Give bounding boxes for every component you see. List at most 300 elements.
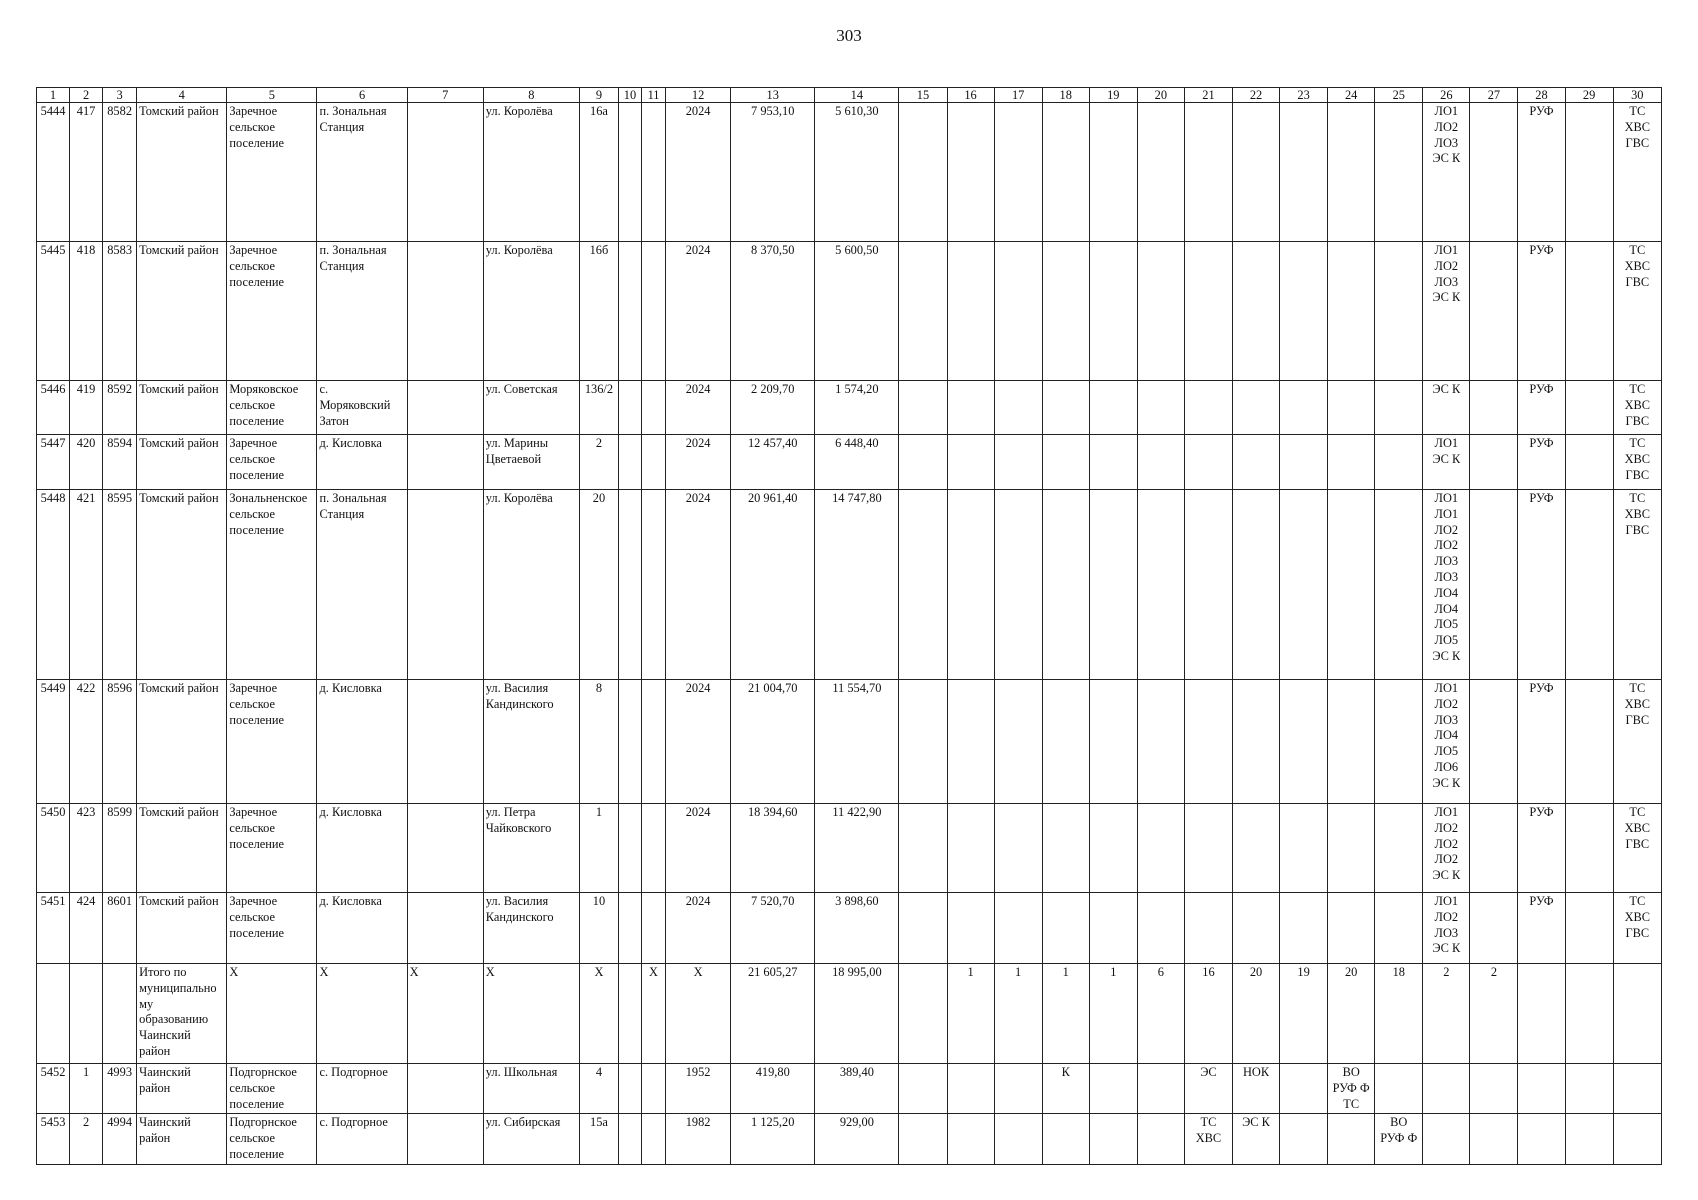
column-header: 3 — [103, 88, 137, 103]
table-cell — [1375, 1064, 1423, 1114]
table-cell: 15а — [579, 1114, 618, 1164]
table-cell: Томский район — [137, 893, 227, 964]
table-cell: 8599 — [103, 804, 137, 893]
table-cell: Чаинский район — [137, 1064, 227, 1114]
table-cell — [1280, 680, 1328, 804]
table-cell: 419 — [70, 381, 103, 435]
column-header: 29 — [1565, 88, 1613, 103]
table-cell — [1042, 490, 1089, 680]
table-cell: Зональненское сельское поселение — [227, 490, 317, 680]
table-cell: 1 574,20 — [815, 381, 899, 435]
column-header: 5 — [227, 88, 317, 103]
column-header: 20 — [1137, 88, 1184, 103]
table-cell: 11 422,90 — [815, 804, 899, 893]
table-cell: ул. Петра Чайковского — [483, 804, 579, 893]
table-cell — [1232, 893, 1279, 964]
table-cell — [1565, 680, 1613, 804]
table-row — [37, 1064, 1662, 1114]
table-cell — [618, 1114, 641, 1164]
table-cell: ул. Василия Кандинского — [483, 680, 579, 804]
column-header: 15 — [899, 88, 947, 103]
column-header: 1 — [37, 88, 70, 103]
table-cell: д. Кисловка — [317, 893, 407, 964]
table-cell — [642, 490, 666, 680]
table-cell: ул. Королёва — [483, 490, 579, 680]
table-cell: 8596 — [103, 680, 137, 804]
table-cell — [1042, 381, 1089, 435]
table-cell — [642, 1114, 666, 1164]
table-cell — [1423, 1064, 1470, 1114]
table-cell — [1470, 1064, 1518, 1114]
table-cell: 20 961,40 — [731, 490, 815, 680]
table-cell: 5448 — [37, 490, 70, 680]
table-row — [37, 680, 1662, 804]
table-cell — [618, 1064, 641, 1114]
table-cell — [1518, 1114, 1565, 1164]
table-cell — [618, 103, 641, 242]
column-header: 11 — [642, 88, 666, 103]
table-cell — [1470, 435, 1518, 490]
table-cell — [618, 381, 641, 435]
table-cell — [642, 1064, 666, 1114]
table-cell: 21 004,70 — [731, 680, 815, 804]
table-cell: 1 — [70, 1064, 103, 1114]
table-cell: 19 — [1280, 964, 1328, 1064]
table-cell — [1042, 435, 1089, 490]
table-cell — [1613, 964, 1661, 1064]
table-cell — [1232, 242, 1279, 381]
column-header: 28 — [1518, 88, 1565, 103]
table-cell — [618, 893, 641, 964]
table-cell — [1328, 680, 1375, 804]
table-cell — [1470, 804, 1518, 893]
table-cell: 389,40 — [815, 1064, 899, 1114]
table-cell — [1137, 804, 1184, 893]
column-header: 19 — [1089, 88, 1137, 103]
table-cell: 4994 — [103, 1114, 137, 1164]
column-header: 9 — [579, 88, 618, 103]
table-cell: 5451 — [37, 893, 70, 964]
table-cell: 6 — [1137, 964, 1184, 1064]
table-cell — [1375, 242, 1423, 381]
table-cell: 18 394,60 — [731, 804, 815, 893]
column-header: 7 — [407, 88, 483, 103]
table-row — [37, 103, 1662, 242]
table-cell — [1042, 893, 1089, 964]
table-cell — [642, 680, 666, 804]
table-cell: с. Моряковский Затон — [317, 381, 407, 435]
table-cell: 5 600,50 — [815, 242, 899, 381]
table-cell — [407, 1064, 483, 1114]
table-cell: X — [407, 964, 483, 1064]
table-cell: ул. Королёва — [483, 242, 579, 381]
table-cell: 8583 — [103, 242, 137, 381]
column-header: 30 — [1613, 88, 1661, 103]
table-cell: 5444 — [37, 103, 70, 242]
table-cell: 5 610,30 — [815, 103, 899, 242]
table-cell — [642, 242, 666, 381]
table-cell — [1613, 1114, 1661, 1164]
table-cell — [947, 893, 994, 964]
table-cell: Томский район — [137, 381, 227, 435]
table-cell: ТС ХВС ГВС — [1613, 804, 1661, 893]
table-cell — [407, 680, 483, 804]
table-cell: 1 — [947, 964, 994, 1064]
table-row — [37, 804, 1662, 893]
table-cell — [1423, 1114, 1470, 1164]
table-cell: 1 125,20 — [731, 1114, 815, 1164]
table-cell: 2024 — [666, 103, 731, 242]
table-cell — [407, 242, 483, 381]
table-cell: ВО РУФ Ф — [1375, 1114, 1423, 1164]
table-cell — [1042, 103, 1089, 242]
table-cell: 418 — [70, 242, 103, 381]
table-cell: 5453 — [37, 1114, 70, 1164]
table-cell — [947, 435, 994, 490]
table-cell: 421 — [70, 490, 103, 680]
column-header: 16 — [947, 88, 994, 103]
column-header: 26 — [1423, 88, 1470, 103]
table-cell: X — [227, 964, 317, 1064]
table-cell: ТС ХВС ГВС — [1613, 893, 1661, 964]
table-cell — [994, 680, 1042, 804]
table-cell — [1375, 893, 1423, 964]
table-cell — [1565, 435, 1613, 490]
table-cell — [1328, 804, 1375, 893]
table-cell: X — [579, 964, 618, 1064]
table-cell: п. Зональная Станция — [317, 242, 407, 381]
table-cell — [1518, 964, 1565, 1064]
table-row — [37, 893, 1662, 964]
table-cell — [618, 435, 641, 490]
table-cell — [947, 490, 994, 680]
table-cell: 5447 — [37, 435, 70, 490]
table-cell — [947, 1114, 994, 1164]
table-cell: ТС ХВС ГВС — [1613, 435, 1661, 490]
table-cell — [1184, 490, 1232, 680]
table-cell — [1184, 680, 1232, 804]
table-cell — [1042, 680, 1089, 804]
column-header: 22 — [1232, 88, 1279, 103]
table-cell — [1232, 381, 1279, 435]
table-cell — [994, 242, 1042, 381]
table-cell: 423 — [70, 804, 103, 893]
table-cell — [1328, 242, 1375, 381]
table-cell — [1232, 680, 1279, 804]
table-cell — [1375, 490, 1423, 680]
table-cell — [1328, 381, 1375, 435]
table-cell: Томский район — [137, 804, 227, 893]
table-cell: ул. Советская — [483, 381, 579, 435]
table-cell — [1137, 103, 1184, 242]
table-cell: 16а — [579, 103, 618, 242]
table-cell — [1184, 804, 1232, 893]
table-cell: ЭС К — [1232, 1114, 1279, 1164]
table-cell — [1375, 680, 1423, 804]
table-cell: Заречное сельское поселение — [227, 103, 317, 242]
table-cell — [1565, 381, 1613, 435]
table-row — [37, 381, 1662, 435]
table-cell — [899, 804, 947, 893]
table-row — [37, 435, 1662, 490]
table-cell: 5450 — [37, 804, 70, 893]
table-cell — [1280, 804, 1328, 893]
table-cell — [1328, 490, 1375, 680]
table-cell — [1184, 893, 1232, 964]
table-cell: 2 — [1423, 964, 1470, 1064]
column-header: 8 — [483, 88, 579, 103]
table-cell — [994, 103, 1042, 242]
table-cell — [1232, 804, 1279, 893]
table-cell — [1137, 490, 1184, 680]
table-cell: 424 — [70, 893, 103, 964]
table-cell: Заречное сельское поселение — [227, 242, 317, 381]
table-cell — [1089, 381, 1137, 435]
table-cell: Заречное сельское поселение — [227, 680, 317, 804]
table-cell — [1565, 1114, 1613, 1164]
table-cell — [1137, 893, 1184, 964]
table-cell: 8601 — [103, 893, 137, 964]
table-cell — [1280, 490, 1328, 680]
table-cell — [947, 1064, 994, 1114]
table-cell: 8 — [579, 680, 618, 804]
table-cell — [407, 490, 483, 680]
table-cell — [103, 964, 137, 1064]
table-cell: X — [666, 964, 731, 1064]
table-cell: 1982 — [666, 1114, 731, 1164]
table-cell — [994, 1114, 1042, 1164]
table-cell — [1280, 381, 1328, 435]
column-header: 2 — [70, 88, 103, 103]
table-cell: Заречное сельское поселение — [227, 893, 317, 964]
table-cell: ЛО1 ЛО2 ЛО3 ЭС К — [1423, 893, 1470, 964]
column-header: 27 — [1470, 88, 1518, 103]
table-cell: РУФ — [1518, 381, 1565, 435]
table-cell: ТС ХВС ГВС — [1613, 242, 1661, 381]
table-cell: X — [317, 964, 407, 1064]
table-cell: 18 — [1375, 964, 1423, 1064]
table-cell: 8 370,50 — [731, 242, 815, 381]
table-cell: НОК — [1232, 1064, 1279, 1114]
table-cell — [1137, 435, 1184, 490]
table-cell: п. Зональная Станция — [317, 490, 407, 680]
table-cell: 6 448,40 — [815, 435, 899, 490]
table-cell: 16б — [579, 242, 618, 381]
table-cell — [899, 964, 947, 1064]
table-cell — [1518, 1064, 1565, 1114]
table-cell: ТС ХВС ГВС — [1613, 381, 1661, 435]
column-header: 14 — [815, 88, 899, 103]
table-cell: ЛО1 ЭС К — [1423, 435, 1470, 490]
table-cell — [1089, 893, 1137, 964]
column-header: 21 — [1184, 88, 1232, 103]
table-cell: 7 953,10 — [731, 103, 815, 242]
table-cell — [642, 804, 666, 893]
table-cell — [1565, 490, 1613, 680]
page-number: 303 — [836, 26, 862, 45]
register-table — [36, 87, 1662, 1165]
table-cell: ЭС — [1184, 1064, 1232, 1114]
table-cell — [947, 381, 994, 435]
table-cell — [1137, 1064, 1184, 1114]
table-cell — [1232, 435, 1279, 490]
table-cell: ТС ХВС ГВС — [1613, 680, 1661, 804]
table-cell — [1184, 103, 1232, 242]
table-cell — [1184, 435, 1232, 490]
table-cell: 2024 — [666, 804, 731, 893]
table-cell — [994, 1064, 1042, 1114]
table-cell: 5445 — [37, 242, 70, 381]
table-cell — [994, 381, 1042, 435]
table-cell: ул. Школьная — [483, 1064, 579, 1114]
table-cell: 1 — [1089, 964, 1137, 1064]
table-cell: ЭС К — [1423, 381, 1470, 435]
table-cell: 1 — [994, 964, 1042, 1064]
table-cell — [1328, 435, 1375, 490]
table-cell: 417 — [70, 103, 103, 242]
table-cell: ул. Марины Цветаевой — [483, 435, 579, 490]
header-row — [37, 88, 1662, 103]
table-cell — [407, 1114, 483, 1164]
table-cell — [994, 893, 1042, 964]
table-cell — [1280, 1064, 1328, 1114]
table-cell: Томский район — [137, 103, 227, 242]
column-header: 24 — [1328, 88, 1375, 103]
table-cell — [1089, 1064, 1137, 1114]
table-cell — [618, 804, 641, 893]
table-cell: ЛО1 ЛО2 ЛО3 ЛО4 ЛО5 ЛО6 ЭС К — [1423, 680, 1470, 804]
table-cell — [1328, 1114, 1375, 1164]
table-cell — [1184, 381, 1232, 435]
table-cell: 2024 — [666, 242, 731, 381]
table-cell: с. Подгорное — [317, 1114, 407, 1164]
table-cell: 2 — [579, 435, 618, 490]
table-cell: 5446 — [37, 381, 70, 435]
table-cell — [1565, 804, 1613, 893]
table-cell — [899, 1114, 947, 1164]
table-cell: 12 457,40 — [731, 435, 815, 490]
table-cell — [994, 804, 1042, 893]
table-cell: 8595 — [103, 490, 137, 680]
table-cell — [1328, 103, 1375, 242]
table-cell — [618, 242, 641, 381]
table-cell: РУФ — [1518, 893, 1565, 964]
table-cell: 2024 — [666, 490, 731, 680]
table-cell — [1089, 804, 1137, 893]
table-cell — [1089, 1114, 1137, 1164]
table-row — [37, 1114, 1662, 1164]
table-cell — [1470, 103, 1518, 242]
table-cell: ТС ХВС — [1184, 1114, 1232, 1164]
table-cell — [1280, 103, 1328, 242]
table-cell: д. Кисловка — [317, 804, 407, 893]
table-cell: 5449 — [37, 680, 70, 804]
table-cell — [1375, 103, 1423, 242]
table-cell — [1613, 1064, 1661, 1114]
table-cell — [899, 242, 947, 381]
table-cell: Томский район — [137, 680, 227, 804]
table-cell — [899, 680, 947, 804]
table-cell — [899, 893, 947, 964]
column-header: 6 — [317, 88, 407, 103]
table-cell — [642, 381, 666, 435]
table-cell — [1089, 680, 1137, 804]
table-cell — [407, 893, 483, 964]
table-cell — [1375, 381, 1423, 435]
table-cell: 11 554,70 — [815, 680, 899, 804]
table-cell — [947, 103, 994, 242]
table-cell — [1184, 242, 1232, 381]
table-cell — [994, 435, 1042, 490]
table-cell: ул. Королёва — [483, 103, 579, 242]
table-cell: Чаинский район — [137, 1114, 227, 1164]
table-cell: д. Кисловка — [317, 680, 407, 804]
column-header: 25 — [1375, 88, 1423, 103]
table-cell: 20 — [579, 490, 618, 680]
table-cell — [1089, 490, 1137, 680]
table-cell — [1280, 893, 1328, 964]
column-header: 12 — [666, 88, 731, 103]
table-cell — [1470, 680, 1518, 804]
table-cell — [899, 435, 947, 490]
table-cell: ВО РУФ Ф ТС — [1328, 1064, 1375, 1114]
table-cell — [1089, 103, 1137, 242]
table-cell: 16 — [1184, 964, 1232, 1064]
table-cell — [1280, 242, 1328, 381]
table-cell: ЛО1 ЛО2 ЛО2 ЛО2 ЭС К — [1423, 804, 1470, 893]
table-cell — [1565, 242, 1613, 381]
table-cell — [947, 680, 994, 804]
table-cell: Заречное сельское поселение — [227, 804, 317, 893]
table-row — [37, 490, 1662, 680]
table-cell — [1042, 1114, 1089, 1164]
table-cell: д. Кисловка — [317, 435, 407, 490]
table-cell — [1089, 435, 1137, 490]
table-cell — [947, 242, 994, 381]
table-cell: 8582 — [103, 103, 137, 242]
table-cell — [1470, 381, 1518, 435]
table-cell: Заречное сельское поселение — [227, 435, 317, 490]
table-cell — [1280, 435, 1328, 490]
column-header: 13 — [731, 88, 815, 103]
table-cell — [1375, 804, 1423, 893]
table-cell: 420 — [70, 435, 103, 490]
table-cell — [642, 435, 666, 490]
table-cell — [947, 804, 994, 893]
table-cell: ул. Василия Кандинского — [483, 893, 579, 964]
table-cell — [407, 804, 483, 893]
table-cell — [618, 964, 641, 1064]
table-cell — [1565, 964, 1613, 1064]
table-cell: 20 — [1328, 964, 1375, 1064]
table-cell — [1232, 103, 1279, 242]
table-row — [37, 242, 1662, 381]
table-cell: ТС ХВС ГВС — [1613, 490, 1661, 680]
table-cell: 136/2 — [579, 381, 618, 435]
table-cell: Итого по муниципально му образованию Чаинский район — [137, 964, 227, 1064]
table-cell — [899, 490, 947, 680]
table-cell: с. Подгорное — [317, 1064, 407, 1114]
table-cell — [70, 964, 103, 1064]
table-cell — [1565, 893, 1613, 964]
column-header: 4 — [137, 88, 227, 103]
table-cell: ЛО1 ЛО1 ЛО2 ЛО2 ЛО3 ЛО3 ЛО4 ЛО4 ЛО5 ЛО5 ЭС К — [1423, 490, 1470, 680]
table-cell: 2024 — [666, 680, 731, 804]
table-cell: 7 520,70 — [731, 893, 815, 964]
table-cell: РУФ — [1518, 435, 1565, 490]
table-cell: Подгорнское сельское поселение — [227, 1114, 317, 1164]
table-cell — [899, 103, 947, 242]
